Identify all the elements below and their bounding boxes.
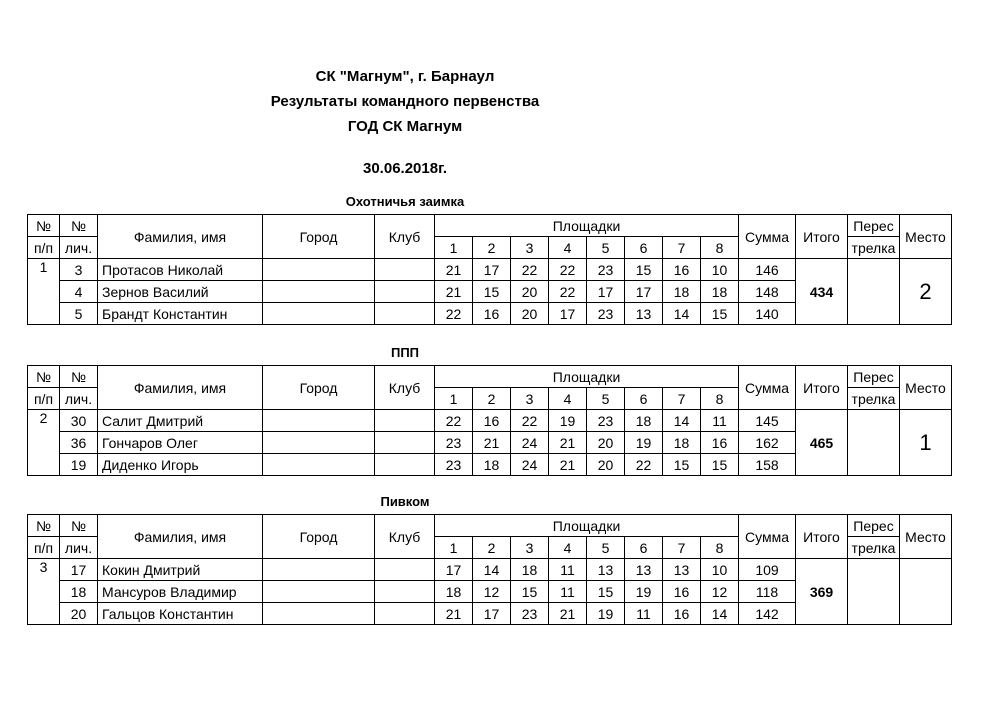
station-score: 17 xyxy=(625,281,663,303)
station-score: 21 xyxy=(435,281,473,303)
station-score: 13 xyxy=(625,559,663,581)
station-number: 6 xyxy=(625,537,663,559)
col-shootoff-header: Перес xyxy=(848,215,900,237)
doc-date: 30.06.2018г. xyxy=(363,160,447,177)
shooter-club xyxy=(375,454,435,476)
station-score: 22 xyxy=(625,454,663,476)
team-shootoff xyxy=(848,410,900,476)
shooter-name: Диденко Игорь xyxy=(98,454,263,476)
team-total: 434 xyxy=(796,259,848,325)
station-score: 20 xyxy=(511,281,549,303)
station-number: 2 xyxy=(473,237,511,259)
station-score: 22 xyxy=(435,303,473,325)
station-score: 17 xyxy=(435,559,473,581)
col-stations-header: Площадки xyxy=(435,215,739,237)
station-score: 21 xyxy=(549,454,587,476)
col-shootoff-header-2: трелка xyxy=(848,388,900,410)
shooter-sum: 109 xyxy=(739,559,796,581)
col-pp-header: п/п xyxy=(28,388,60,410)
shooter-city xyxy=(263,410,375,432)
station-score: 18 xyxy=(663,432,701,454)
team-table xyxy=(27,514,952,625)
col-lich-header: № xyxy=(60,366,98,388)
station-number: 3 xyxy=(511,237,549,259)
col-name-header: Фамилия, имя xyxy=(98,515,263,559)
station-number: 8 xyxy=(701,388,739,410)
table-header-row xyxy=(28,366,952,388)
station-score: 23 xyxy=(435,454,473,476)
shooter-city xyxy=(263,581,375,603)
shooter-number: 17 xyxy=(60,559,98,581)
team-title: Пивком xyxy=(380,494,430,509)
station-score: 16 xyxy=(663,581,701,603)
station-score: 17 xyxy=(473,259,511,281)
shooter-sum: 140 xyxy=(739,303,796,325)
station-score: 12 xyxy=(701,581,739,603)
station-score: 23 xyxy=(511,603,549,625)
station-score: 17 xyxy=(587,281,625,303)
station-score: 18 xyxy=(435,581,473,603)
station-score: 13 xyxy=(625,303,663,325)
station-score: 19 xyxy=(625,432,663,454)
station-score: 18 xyxy=(701,281,739,303)
shooter-sum: 146 xyxy=(739,259,796,281)
col-num-header: № xyxy=(28,215,60,237)
shooter-name: Брандт Константин xyxy=(98,303,263,325)
col-club-header: Клуб xyxy=(375,366,435,410)
station-score: 23 xyxy=(587,410,625,432)
station-number: 1 xyxy=(435,237,473,259)
station-number: 7 xyxy=(663,388,701,410)
shooter-number: 20 xyxy=(60,603,98,625)
shooter-sum: 158 xyxy=(739,454,796,476)
station-score: 14 xyxy=(473,559,511,581)
station-score: 22 xyxy=(511,259,549,281)
station-score: 15 xyxy=(587,581,625,603)
station-score: 19 xyxy=(625,581,663,603)
station-score: 11 xyxy=(701,410,739,432)
col-club-header: Клуб xyxy=(375,515,435,559)
station-number: 1 xyxy=(435,388,473,410)
col-city-header: Город xyxy=(263,215,375,259)
doc-title-line2: Результаты командного первенства xyxy=(270,93,540,110)
team-place: 1 xyxy=(900,410,952,476)
shooter-number: 3 xyxy=(60,259,98,281)
station-score: 16 xyxy=(663,603,701,625)
station-number: 7 xyxy=(663,537,701,559)
station-score: 22 xyxy=(549,259,587,281)
col-total-header: Итого xyxy=(796,366,848,410)
station-score: 15 xyxy=(511,581,549,603)
shooter-name: Протасов Николай xyxy=(98,259,263,281)
station-score: 18 xyxy=(625,410,663,432)
station-score: 14 xyxy=(663,410,701,432)
shooter-sum: 148 xyxy=(739,281,796,303)
col-name-header: Фамилия, имя xyxy=(98,366,263,410)
station-number: 2 xyxy=(473,388,511,410)
col-num-header: № xyxy=(28,366,60,388)
station-score: 11 xyxy=(549,581,587,603)
station-score: 18 xyxy=(663,281,701,303)
col-name-header: Фамилия, имя xyxy=(98,215,263,259)
col-lich-header: № xyxy=(60,515,98,537)
doc-title-line1: СК "Магнум", г. Барнаул xyxy=(315,68,495,85)
station-number: 6 xyxy=(625,237,663,259)
station-score: 17 xyxy=(473,603,511,625)
shooter-sum: 162 xyxy=(739,432,796,454)
shooter-name: Зернов Василий xyxy=(98,281,263,303)
station-score: 15 xyxy=(663,454,701,476)
col-club-header: Клуб xyxy=(375,215,435,259)
shooter-number: 19 xyxy=(60,454,98,476)
team-title: ППП xyxy=(390,345,420,360)
shooter-club xyxy=(375,581,435,603)
col-city-header: Город xyxy=(263,515,375,559)
station-score: 22 xyxy=(435,410,473,432)
shooter-city xyxy=(263,259,375,281)
team-total: 369 xyxy=(796,559,848,625)
shooter-name: Гончаров Олег xyxy=(98,432,263,454)
station-number: 5 xyxy=(587,237,625,259)
col-shootoff-header: Перес xyxy=(848,366,900,388)
team-shootoff xyxy=(848,559,900,625)
col-sum-header: Сумма xyxy=(739,515,796,559)
shooter-club xyxy=(375,603,435,625)
shooter-city xyxy=(263,281,375,303)
team-shootoff xyxy=(848,259,900,325)
station-score: 23 xyxy=(587,303,625,325)
station-number: 4 xyxy=(549,537,587,559)
station-number: 3 xyxy=(511,537,549,559)
col-sum-header: Сумма xyxy=(739,366,796,410)
station-score: 14 xyxy=(701,603,739,625)
station-score: 21 xyxy=(435,603,473,625)
col-lich-label: лич. xyxy=(60,388,98,410)
table-header-row xyxy=(28,515,952,537)
shooter-name: Мансуров Владимир xyxy=(98,581,263,603)
shooter-club xyxy=(375,432,435,454)
station-score: 17 xyxy=(549,303,587,325)
station-score: 11 xyxy=(549,559,587,581)
col-sum-header: Сумма xyxy=(739,215,796,259)
table-row xyxy=(28,410,952,432)
station-score: 21 xyxy=(473,432,511,454)
team-title: Охотничья заимка xyxy=(345,194,465,209)
station-score: 10 xyxy=(701,559,739,581)
station-number: 6 xyxy=(625,388,663,410)
station-number: 4 xyxy=(549,237,587,259)
station-score: 21 xyxy=(549,432,587,454)
shooter-number: 30 xyxy=(60,410,98,432)
col-shootoff-header-2: трелка xyxy=(848,237,900,259)
shooter-city xyxy=(263,454,375,476)
col-lich-label: лич. xyxy=(60,537,98,559)
doc-title-line3: ГОД СК Магнум xyxy=(347,118,463,135)
shooter-number: 4 xyxy=(60,281,98,303)
station-score: 13 xyxy=(663,559,701,581)
shooter-city xyxy=(263,603,375,625)
shooter-club xyxy=(375,303,435,325)
col-lich-header: № xyxy=(60,215,98,237)
station-number: 4 xyxy=(549,388,587,410)
station-number: 5 xyxy=(587,537,625,559)
station-score: 10 xyxy=(701,259,739,281)
shooter-sum: 145 xyxy=(739,410,796,432)
team-place: 2 xyxy=(900,259,952,325)
station-score: 16 xyxy=(473,410,511,432)
col-total-header: Итого xyxy=(796,215,848,259)
col-pp-header: п/п xyxy=(28,237,60,259)
station-number: 3 xyxy=(511,388,549,410)
shooter-city xyxy=(263,432,375,454)
shooter-name: Кокин Дмитрий xyxy=(98,559,263,581)
station-number: 8 xyxy=(701,237,739,259)
station-score: 20 xyxy=(511,303,549,325)
team-number: 2 xyxy=(28,410,60,476)
shooter-sum: 118 xyxy=(739,581,796,603)
col-place-header: Место xyxy=(900,366,952,410)
team-number: 1 xyxy=(28,259,60,325)
team-table xyxy=(27,365,952,476)
shooter-number: 36 xyxy=(60,432,98,454)
station-score: 15 xyxy=(701,454,739,476)
station-score: 21 xyxy=(549,603,587,625)
shooter-club xyxy=(375,410,435,432)
station-score: 15 xyxy=(701,303,739,325)
col-pp-header: п/п xyxy=(28,537,60,559)
col-lich-label: лич. xyxy=(60,237,98,259)
shooter-club xyxy=(375,559,435,581)
station-score: 24 xyxy=(511,432,549,454)
station-score: 22 xyxy=(549,281,587,303)
shooter-number: 5 xyxy=(60,303,98,325)
shooter-name: Салит Дмитрий xyxy=(98,410,263,432)
col-total-header: Итого xyxy=(796,515,848,559)
shooter-city xyxy=(263,559,375,581)
station-score: 24 xyxy=(511,454,549,476)
station-score: 19 xyxy=(549,410,587,432)
station-score: 14 xyxy=(663,303,701,325)
col-stations-header: Площадки xyxy=(435,515,739,537)
col-num-header: № xyxy=(28,515,60,537)
table-header-row xyxy=(28,215,952,237)
station-score: 16 xyxy=(663,259,701,281)
station-score: 20 xyxy=(587,432,625,454)
station-score: 15 xyxy=(473,281,511,303)
station-number: 1 xyxy=(435,537,473,559)
station-score: 13 xyxy=(587,559,625,581)
station-score: 19 xyxy=(587,603,625,625)
table-row xyxy=(28,559,952,581)
shooter-name: Гальцов Константин xyxy=(98,603,263,625)
shooter-sum: 142 xyxy=(739,603,796,625)
station-score: 22 xyxy=(511,410,549,432)
station-score: 16 xyxy=(701,432,739,454)
station-number: 8 xyxy=(701,537,739,559)
shooter-club xyxy=(375,259,435,281)
shooter-club xyxy=(375,281,435,303)
station-number: 5 xyxy=(587,388,625,410)
station-score: 21 xyxy=(435,259,473,281)
col-place-header: Место xyxy=(900,215,952,259)
station-score: 12 xyxy=(473,581,511,603)
station-score: 23 xyxy=(435,432,473,454)
col-city-header: Город xyxy=(263,366,375,410)
team-number: 3 xyxy=(28,559,60,625)
station-score: 18 xyxy=(473,454,511,476)
col-place-header: Место xyxy=(900,515,952,559)
table-row xyxy=(28,259,952,281)
station-score: 16 xyxy=(473,303,511,325)
team-table xyxy=(27,214,952,325)
station-score: 18 xyxy=(511,559,549,581)
station-number: 2 xyxy=(473,537,511,559)
station-score: 23 xyxy=(587,259,625,281)
station-number: 7 xyxy=(663,237,701,259)
team-total: 465 xyxy=(796,410,848,476)
col-shootoff-header-2: трелка xyxy=(848,537,900,559)
station-score: 15 xyxy=(625,259,663,281)
team-place xyxy=(900,559,952,625)
shooter-number: 18 xyxy=(60,581,98,603)
col-shootoff-header: Перес xyxy=(848,515,900,537)
station-score: 11 xyxy=(625,603,663,625)
station-score: 20 xyxy=(587,454,625,476)
shooter-city xyxy=(263,303,375,325)
col-stations-header: Площадки xyxy=(435,366,739,388)
